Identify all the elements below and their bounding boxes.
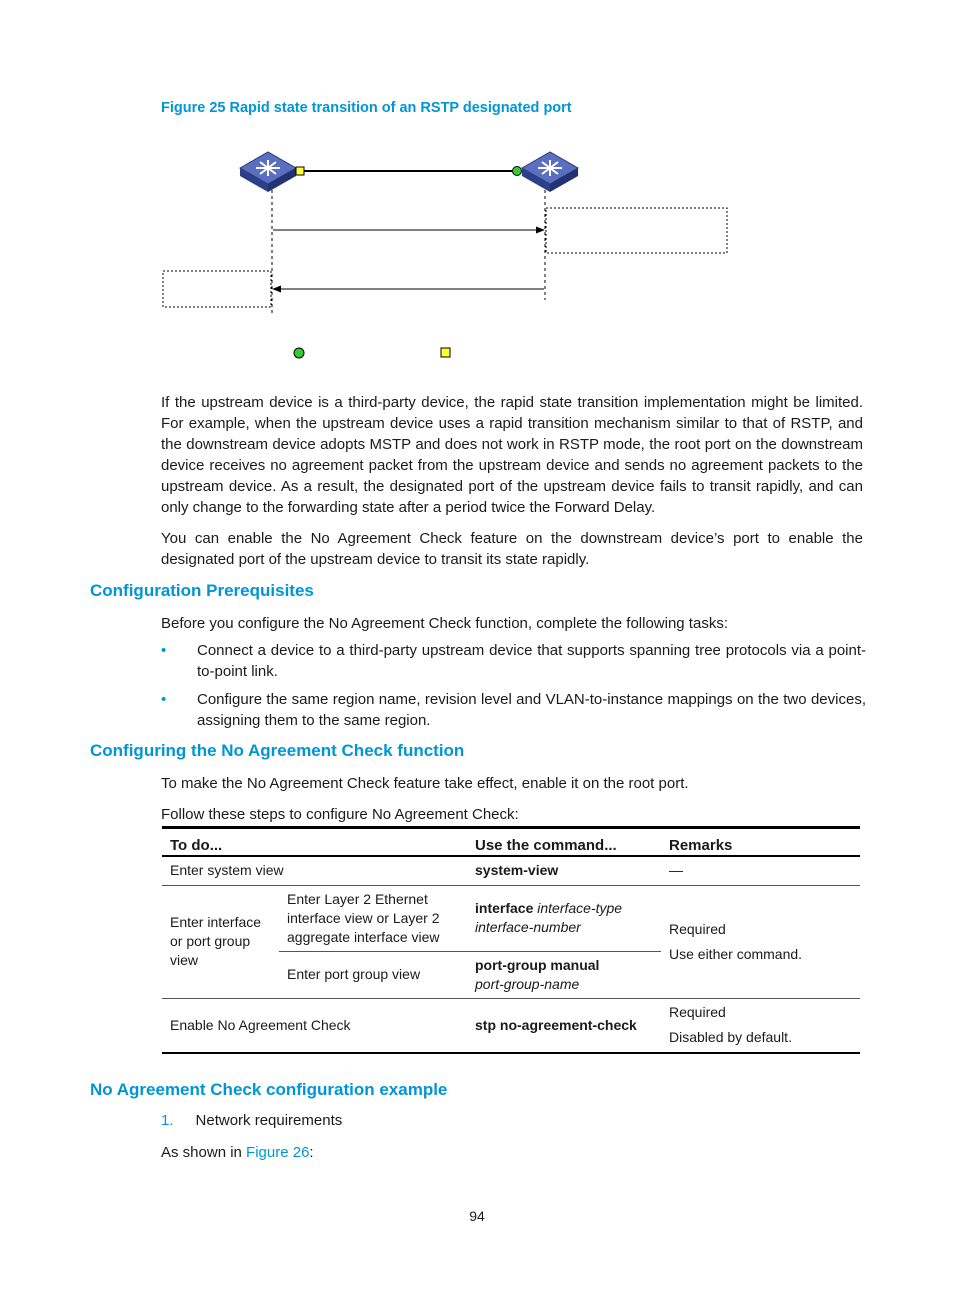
bullet-text: Connect a device to a third-party upstream device that supports spanning tree protocols via a point-to-point link. xyxy=(197,642,866,680)
list-item xyxy=(161,640,866,682)
header-todo: To do... xyxy=(162,828,467,857)
bullet-icon: • xyxy=(161,691,167,708)
remarks-line: Required xyxy=(669,1004,726,1021)
upstream-note-box xyxy=(163,271,271,307)
cell-sub-todo: Enter Layer 2 Ethernet interface view or Layer 2 aggregate interface view xyxy=(279,885,467,951)
downstream-switch-icon xyxy=(522,152,578,192)
legend-designated-port-icon xyxy=(441,348,450,357)
heading-configuration-prerequisites: Configuration Prerequisites xyxy=(90,581,314,600)
command-table xyxy=(162,826,860,1054)
page-number: 94 xyxy=(469,1208,485,1224)
cell-sub-todo: Enter port group view xyxy=(279,951,467,998)
figure-26-link[interactable]: Figure 26 xyxy=(246,1144,310,1161)
as-shown-suffix: : xyxy=(309,1144,314,1161)
cell-group-todo: Enter interface or port group view xyxy=(162,885,279,998)
command-keyword: interface xyxy=(475,900,534,916)
remarks-line: Disabled by default. xyxy=(669,1029,792,1046)
cell-remarks xyxy=(661,885,860,998)
command-argument: port-group-name xyxy=(475,975,580,992)
as-shown-prefix: As shown in xyxy=(161,1144,247,1161)
paragraph-third-party: If the upstream device is a third-party device, the rapid state transition implementation might be limited. For example, when the upstream device uses a rapid transition mechanism similar to that of RSTP, and the downstream device adopts MSTP and does not work in RSTP mode, the root port on the downstream device receives no agreement packet from the upstream device and sends no agreement packets to the upstream device. As a result, the designated port of the upstream device fails to transit rapidly, and can only change to the forwarding state after a period twice the Forward Delay. xyxy=(161,394,863,516)
cell-command xyxy=(467,951,661,998)
as-shown-line xyxy=(161,1142,863,1163)
rstp-transition-diagram xyxy=(150,140,770,370)
paragraph-enable-feature: You can enable the No Agreement Check feature on the downstream device’s port to enable the designated port of the upstream device to transit its state rapidly. xyxy=(161,530,863,568)
header-command: Use the command... xyxy=(467,828,661,857)
cell-command xyxy=(467,885,661,951)
remarks-line: Use either command. xyxy=(669,945,803,962)
downstream-note-box xyxy=(546,208,727,253)
table-row xyxy=(162,998,860,1053)
list-item xyxy=(161,689,866,731)
header-remarks: Remarks xyxy=(661,828,860,857)
heading-configuring-no-agreement-check: Configuring the No Agreement Check function xyxy=(90,741,465,760)
legend-root-port-icon xyxy=(294,348,304,358)
command-keyword: port-group manual xyxy=(475,956,600,973)
cell-command: stp no-agreement-check xyxy=(467,998,661,1053)
cell-command: system-view xyxy=(467,856,661,885)
cell-todo: Enter system view xyxy=(162,856,467,885)
bullet-text: Configure the same region name, revision level and VLAN-to-instance mappings on the two devices, assigning them to the same region. xyxy=(197,691,866,729)
remarks-line: Required xyxy=(669,920,726,937)
cell-todo: Enable No Agreement Check xyxy=(162,998,467,1053)
step-text: Network requirements xyxy=(195,1112,343,1129)
root-port-marker xyxy=(513,167,522,176)
designated-port-marker xyxy=(296,167,304,175)
table-row xyxy=(162,885,860,951)
heading-configuration-example: No Agreement Check configuration example xyxy=(90,1080,448,1099)
figure-caption: Figure 25 Rapid state transition of an RSTP designated port xyxy=(161,100,572,116)
bullet-icon: • xyxy=(161,642,167,659)
table-header-row xyxy=(162,828,860,857)
config-intro-2: Follow these steps to configure No Agreement Check: xyxy=(161,806,519,823)
step-number: 1. xyxy=(161,1112,174,1129)
upstream-switch-icon xyxy=(240,152,296,192)
command-argument: interface-type interface-number xyxy=(475,900,623,935)
cell-remarks xyxy=(661,998,860,1053)
table-row xyxy=(162,856,860,885)
prereq-intro: Before you configure the No Agreement Check function, complete the following tasks: xyxy=(161,615,728,632)
numbered-step xyxy=(161,1112,342,1129)
config-intro-1: To make the No Agreement Check feature take effect, enable it on the root port. xyxy=(161,775,689,792)
cell-remarks: — xyxy=(661,856,860,885)
